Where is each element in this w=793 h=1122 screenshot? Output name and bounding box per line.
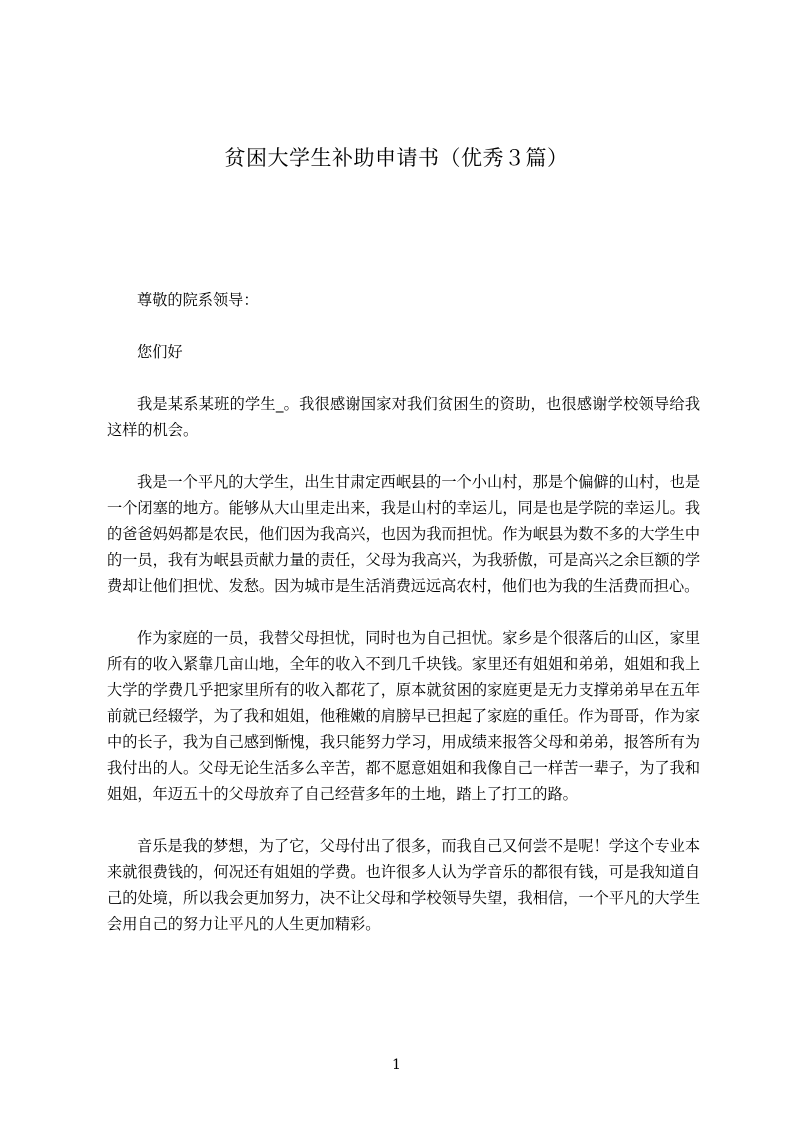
paragraph-music: 音乐是我的梦想，为了它，父母付出了很多，而我自己又何尝不是呢！学这个专业本来就很费钱的，何况还有姐姐的学费。也许很多人认为学音乐的都很有钱，可是我知道自己的处境，所以我会更加努力，决不让父母和学校领导失望，我相信，一个平凡的大学生会用自己的努力让平凡的人生更加精彩。: [107, 837, 700, 933]
document-body: [107, 287, 700, 963]
salutation: 尊敬的院系领导：: [137, 291, 259, 309]
greeting: 您们好: [137, 343, 183, 361]
document-title: 贫困大学生补助申请书（优秀３篇）: [224, 146, 569, 170]
paragraph-family: 作为家庭的一员，我替父母担忧，同时也为自己担忧。家乡是个很落后的山区，家里所有的收入紧靠几亩山地，全年的收入不到几千块钱。家里还有姐姐和弟弟，姐姐和我上大学的学费几乎把家里所有的收入都花了，原本就贫困的家庭更是无力支撑弟弟早在五年前就已经辍学，为了我和姐姐，他稚嫩的肩膀早已担起了家庭的重任。作为哥哥，作为家中的长子，我为自己感到惭愧，我只能努力学习，用成绩来报答父母和弟弟，报答所有为我付出的人。父母无论生活多么辛苦，都不愿意姐姐和我像自己一样苦一辈子，为了我和姐姐，年迈五十的父母放弃了自己经营多年的土地，踏上了打工的路。: [107, 629, 700, 803]
paragraph-background: 我是一个平凡的大学生，出生甘肃定西岷县的一个小山村，那是个偏僻的山村，也是一个闭塞的地方。能够从大山里走出来，我是山村的幸运儿，同是也是学院的幸运儿。我的爸爸妈妈都是农民，他们因为我高兴，也因为我而担忧。作为岷县为数不多的大学生中的一员，我有为岷县贡献力量的责任，父母为我高兴，为我骄傲，可是高兴之余巨额的学费却让他们担忧、发愁。因为城市是生活消费远远高农村，他们也为我的生活费而担心。: [107, 473, 700, 595]
paragraph-intro: 我是某系某班的学生_。我很感谢国家对我们贫困生的资助，也很感谢学校领导给我这样的机会。: [107, 395, 700, 439]
page-number: 1: [392, 1057, 401, 1073]
